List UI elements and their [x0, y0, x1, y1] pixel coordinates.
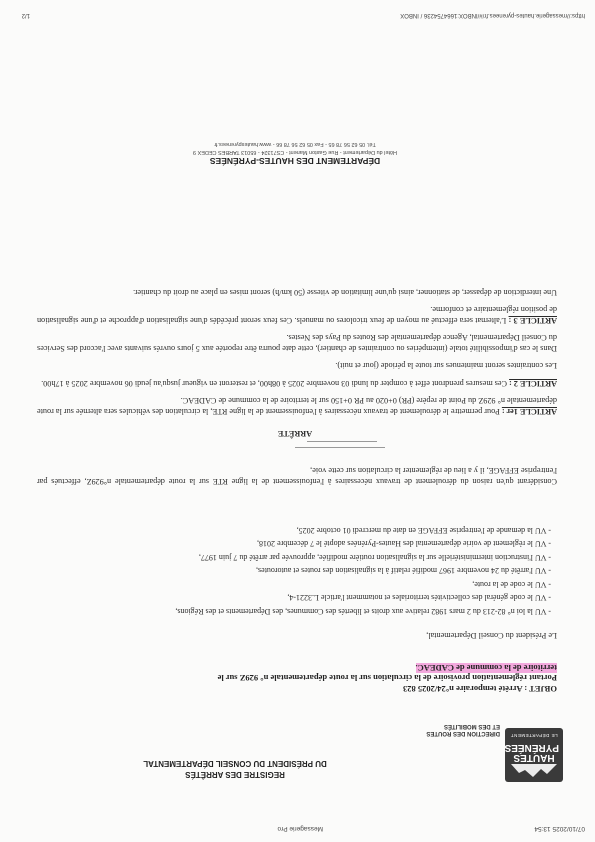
objet-title: OBJET : Arrêté temporaire n°24/2025 823	[403, 684, 557, 694]
department-footer	[125, 140, 465, 166]
article-1: ARTICLE 1er : Pour permettre le déroulement de travaux nécessaires à l'enfouissement de la ligne RTE, la circulation des véhicules sera alternée sur la route départementale n° 929Z du Point de repère (PR) 0+020 au PR 0+150 sur le territoire de la commune de CADEAC.	[36, 396, 557, 416]
vu-item-7: - VU la demande de l'entreprise EFFAGE en date du mercredi 01 octobre 2025,	[296, 526, 551, 535]
register-title	[105, 758, 365, 780]
objet-text-1: Portant réglementation provisoire de la circulation sur la route départementale n° 929Z sur le	[217, 673, 557, 684]
article-2-note-2: Dans le cas d'impossibilité totale (intempéries ou contraintes de chantier), cette date pourra être reportée aux 5 jours ouvrés suivants avec l'accord des Services du Conseil Départemental, Agence départementale des Routes du Pays des Nestes.	[37, 333, 557, 353]
logo-line-1: HAUTES	[513, 752, 555, 763]
footer-address: Hôtel du Département - Rue Gaston Manent - CS71324 - 65013 TARBES CEDEX 9	[193, 149, 398, 155]
president-line: Le Président du Conseil Départemental,	[426, 631, 557, 640]
article-3-note: Une interdiction de dépasser, de stationner, ainsi qu'une limitation de vitesse (50 km/h) seront mises en place au droit du chantier.	[133, 288, 557, 297]
footer-department: DÉPARTEMENT DES HAUTES-PYRÉNÉES	[209, 156, 381, 166]
print-footer	[0, 4, 595, 24]
article-2-note-1: Les contraintes seront maintenues sur toute la période (jour et nuit).	[335, 361, 557, 371]
mountain-icon	[511, 764, 557, 778]
vu-item-1: - VU la loi n° 82-213 du 2 mars 1982 relative aux droits et libertés des Communes, des Départements et des Régions,	[175, 607, 551, 616]
print-page-number: 1/2	[21, 12, 30, 18]
print-date: 07/10/2025 13:54	[534, 825, 585, 832]
department-logo	[505, 728, 563, 782]
vu-list	[37, 522, 557, 617]
logo-line-3: LE DÉPARTEMENT	[510, 733, 558, 738]
arrete-title: ARRÊTE	[277, 429, 313, 438]
direction-block	[426, 722, 500, 736]
article-3: ARTICLE 3 : L'alternat sera effectué au moyen de feux tricolores ou manuels. Ces feux seront précédés d'une signalisation d'approche et d'une signalisation de position réglementaire et conforme.	[36, 305, 557, 325]
direction-line-2: ET DES MOBILITÉS	[443, 723, 500, 729]
vu-item-6: - VU le règlement de voirie départemental des Hautes-Pyrénées adopté le 7 décembre 2018,	[257, 539, 551, 549]
print-header	[0, 820, 595, 842]
print-url: https://messagerie.hautes-pyrenees.fr/#/INBOX:1664754236 / INBOX	[400, 12, 585, 18]
register-line-1: REGISTRE DES ARRÊTÉS	[185, 770, 285, 779]
objet-block	[37, 663, 557, 695]
register-line-2: DU PRÉSIDENT DU CONSEIL DÉPARTEMENTAL	[143, 759, 327, 768]
scan-scribble	[307, 441, 377, 442]
vu-item-3: - VU le code de la route,	[472, 580, 551, 589]
print-app-name: Messagerie Pro	[277, 825, 323, 832]
scan-scribble	[295, 447, 385, 448]
considerant-paragraph: Considérant qu'en raison du déroulement de travaux nécessaires à l'enfouissement de la ligne RTE sur la route départementale n°929Z, effectués par l'entreprise EFFAGE, il y a lieu de réglementer la circulation sur cette voie,	[37, 466, 557, 486]
direction-line-1: DIRECTION DES ROUTES	[426, 730, 500, 736]
vu-item-4: - VU l'arrêté du 24 novembre 1967 modifié relatif à la signalisation des routes et autoroutes,	[256, 566, 551, 576]
vu-item-5: - VU l'instruction interministérielle sur la signalisation routière modifiée, approuvée par arrêté du 7 juin 1977,	[198, 553, 551, 562]
footer-contact: Tél. 05 62 56 78 65 - Fax 05 62 56 78 66 - www.hautespyrenees.fr	[214, 141, 376, 147]
logo-line-2: PYRÉNÉES	[504, 742, 559, 753]
objet-text-2: territoire de la commune de CADEAC.	[415, 663, 557, 673]
article-2: ARTICLE 2 : Ces mesures prendront effet à compter du lundi 03 novembre 2025 à 08h00, et resteront en vigueur jusqu'au jeudi 06 novembre 2025 à 17h00.	[41, 379, 557, 388]
articles-block	[37, 280, 557, 417]
vu-item-2: - VU le code général des collectivités territoriales et notamment l'article L.3221-4,	[287, 593, 551, 603]
